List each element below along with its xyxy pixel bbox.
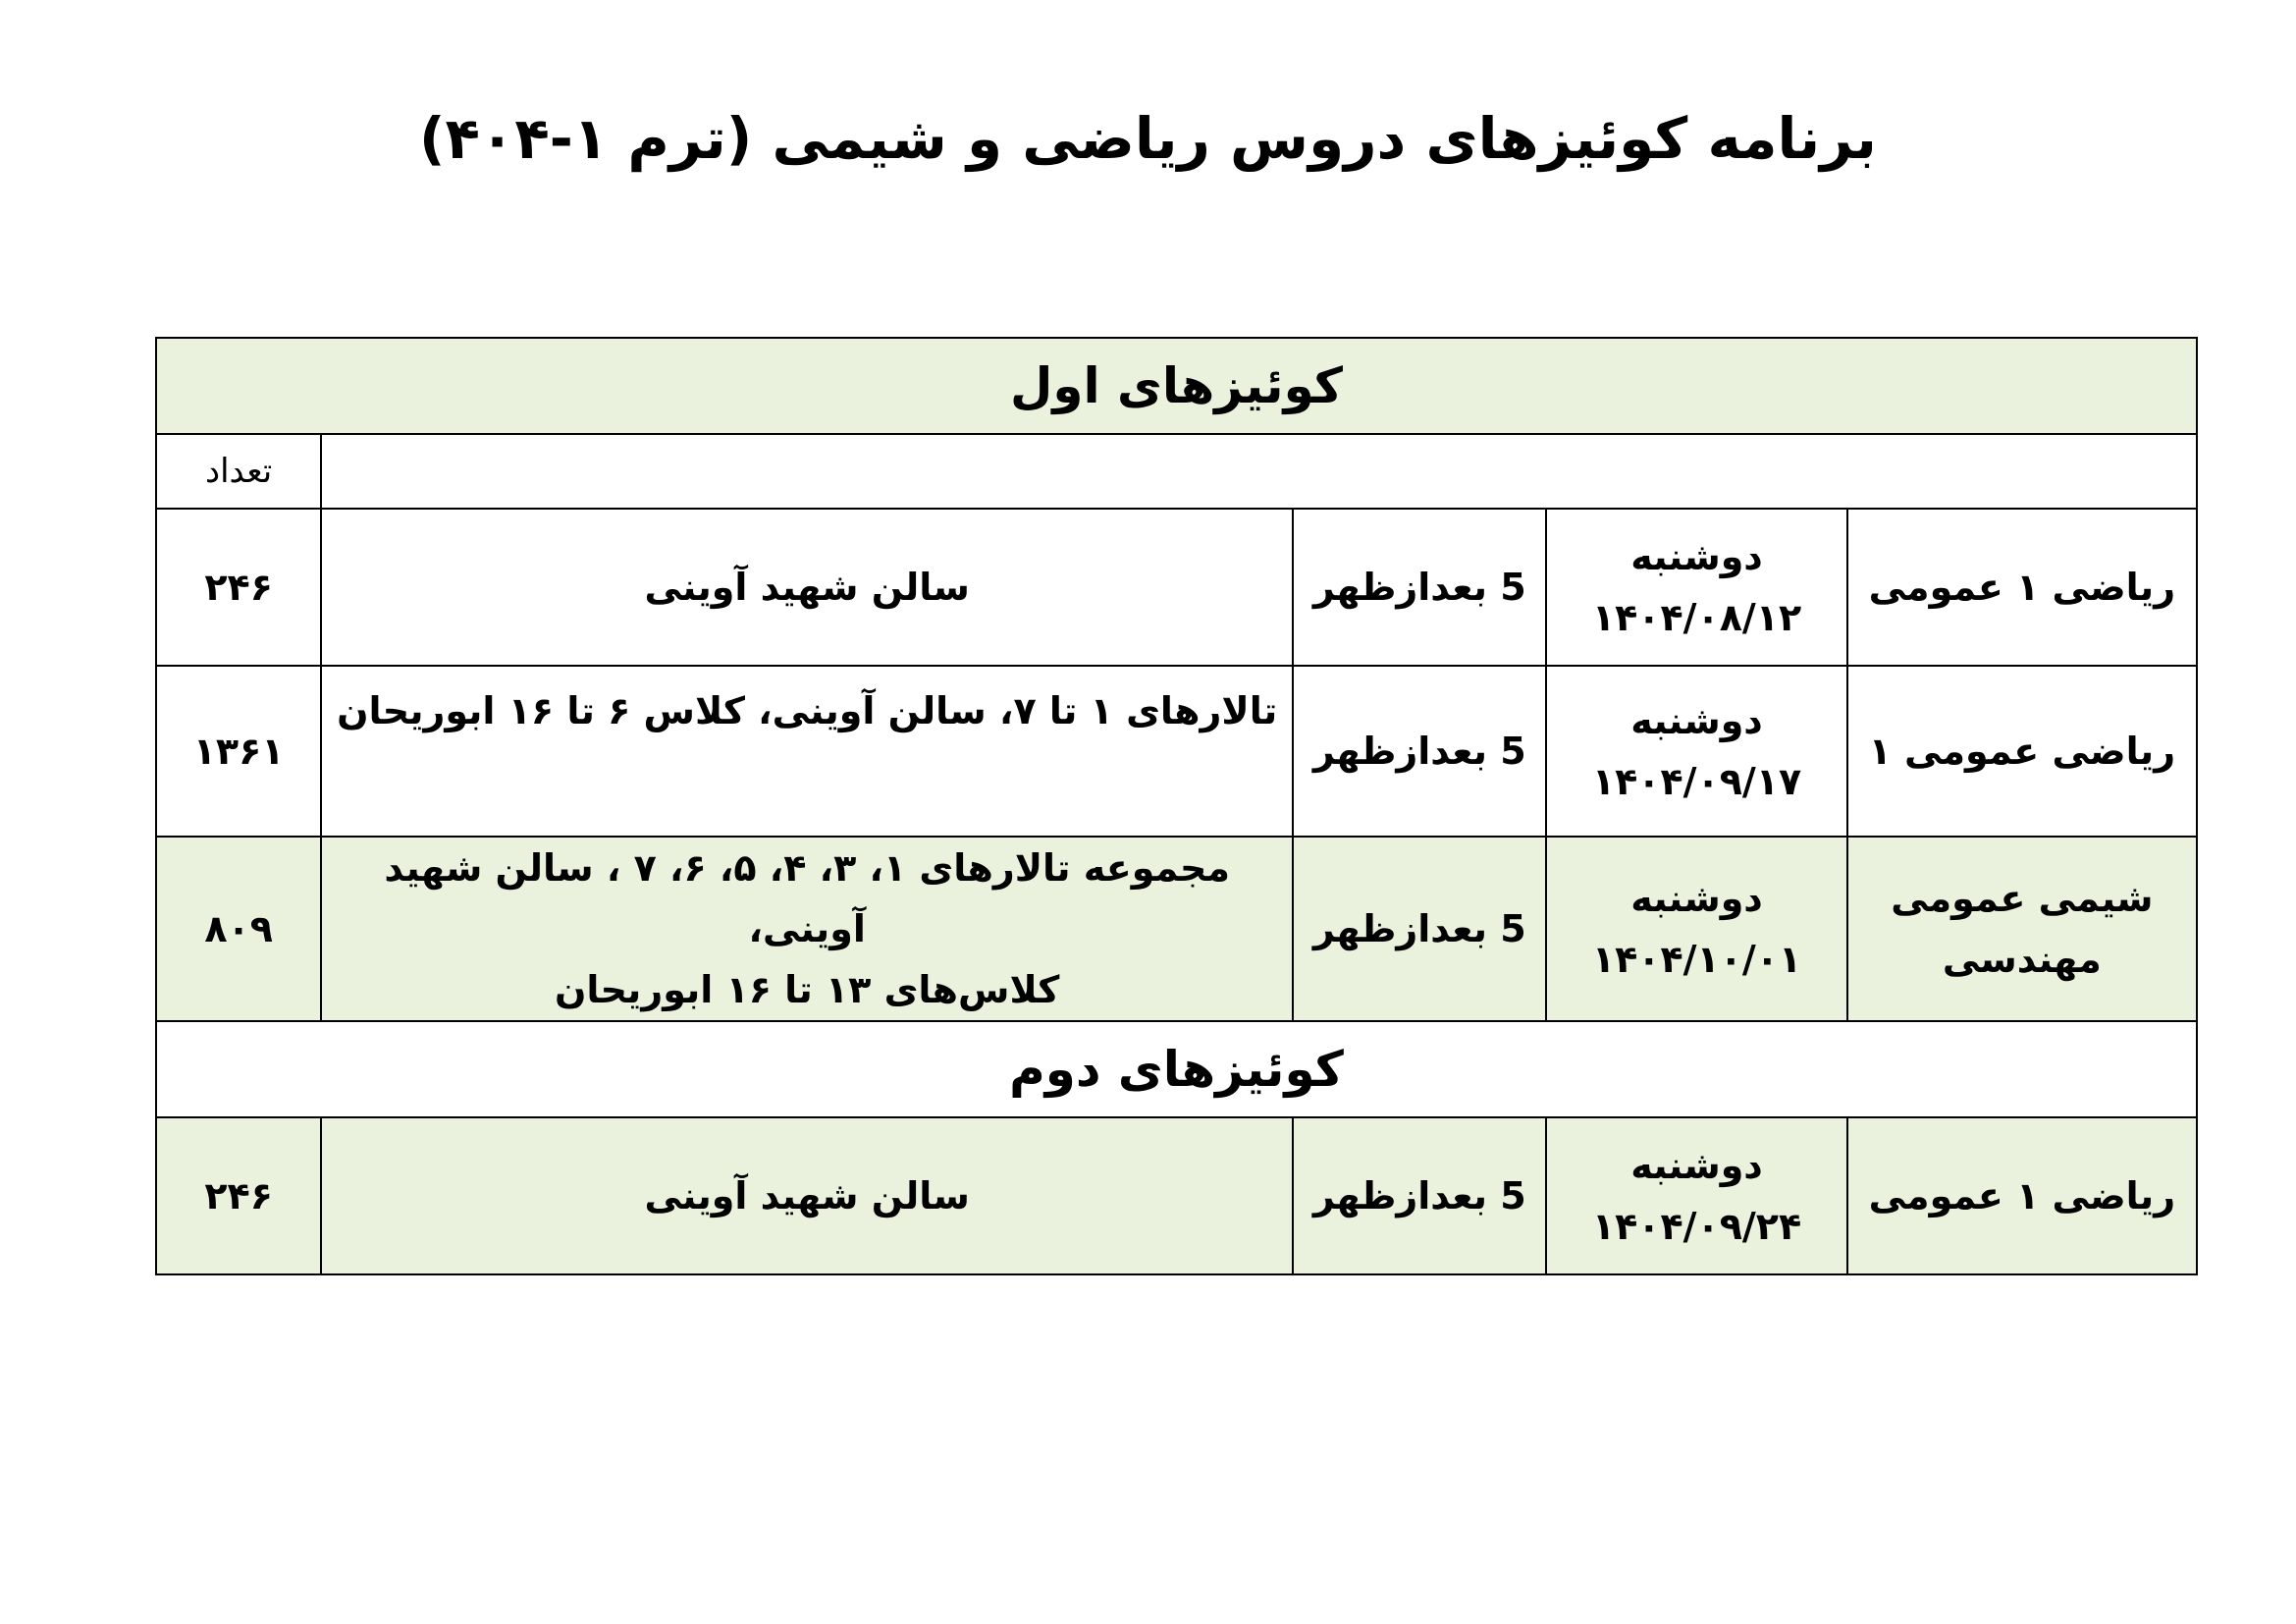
- table-row: [156, 1117, 2197, 1274]
- venue-cell: تالارهای ۱ تا ۷، سالن آوینی، کلاس ۶ تا ۱۶ ابوریحان: [321, 666, 1293, 837]
- table-row: [156, 666, 2197, 837]
- date-cell: [1546, 837, 1846, 1021]
- time-cell: 5 بعدازظهر: [1293, 509, 1546, 666]
- course-name-line2: مهندسی: [1942, 938, 2102, 981]
- section-header-row: [156, 1021, 2197, 1117]
- course-cell: [1847, 837, 2197, 1021]
- day-label: دوشنبه: [1630, 699, 1763, 742]
- count-cell: ۸۰۹: [156, 837, 321, 1021]
- course-name: ریاضی ۱ عمومی: [1868, 566, 2176, 609]
- section-title: کوئیزهای اول: [156, 338, 2197, 434]
- date-value: ۱۴۰۴/۰۸/۱۲: [1591, 596, 1802, 639]
- course-name: شیمی عمومی: [1891, 877, 2154, 920]
- venue-cell: [321, 837, 1293, 1021]
- course-name: ریاضی عمومی ۱: [1868, 730, 2176, 773]
- date-cell: [1546, 1117, 1846, 1274]
- column-header-row: [156, 434, 2197, 509]
- time-cell: 5 بعدازظهر: [1293, 1117, 1546, 1274]
- date-cell: [1546, 666, 1846, 837]
- course-cell: [1847, 509, 2197, 666]
- page-title: برنامه کوئیزهای دروس ریاضی و شیمی (ترم ۱-۴۰۴): [419, 105, 1877, 172]
- venue-line-1: مجموعه تالارهای ۱، ۳، ۴، ۵، ۶، ۷ ، سالن شهید آوینی،: [384, 846, 1230, 950]
- section-header-row: [156, 338, 2197, 434]
- course-cell: [1847, 1117, 2197, 1274]
- date-value: ۱۴۰۴/۰۹/۱۷: [1591, 760, 1802, 803]
- date-value: ۱۴۰۴/۱۰/۰۱: [1591, 938, 1802, 981]
- day-label: دوشنبه: [1630, 1144, 1763, 1187]
- course-name: ریاضی ۱ عمومی: [1868, 1174, 2176, 1218]
- table-row: [156, 509, 2197, 666]
- count-cell: ۲۴۶: [156, 1117, 321, 1274]
- venue-cell: سالن شهید آوینی: [321, 1117, 1293, 1274]
- date-cell: [1546, 509, 1846, 666]
- course-cell: [1847, 666, 2197, 837]
- date-value: ۱۴۰۴/۰۹/۲۴: [1591, 1205, 1802, 1248]
- section-title: کوئیزهای دوم: [156, 1021, 2197, 1117]
- venue-line-2: کلاس‌های ۱۳ تا ۱۶ ابوریحان: [554, 968, 1060, 1011]
- count-cell: ۲۴۶: [156, 509, 321, 666]
- venue-cell: سالن شهید آوینی: [321, 509, 1293, 666]
- day-label: دوشنبه: [1630, 535, 1763, 578]
- time-cell: 5 بعدازظهر: [1293, 837, 1546, 1021]
- header-blank-cell: [321, 434, 2197, 509]
- table-row: [156, 837, 2197, 1021]
- count-cell: ۱۳۶۱: [156, 666, 321, 837]
- day-label: دوشنبه: [1630, 877, 1763, 920]
- time-cell: 5 بعدازظهر: [1293, 666, 1546, 837]
- count-column-header: تعداد: [156, 434, 321, 509]
- quiz-schedule-table: [155, 337, 2198, 1275]
